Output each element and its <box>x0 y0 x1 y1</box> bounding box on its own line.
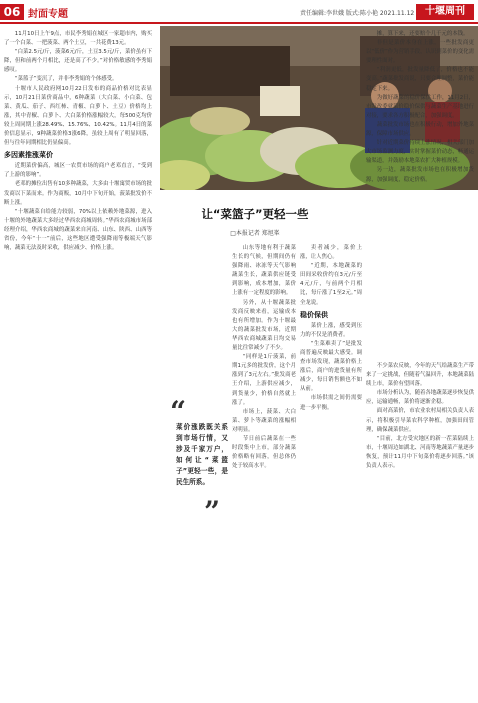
paragraph: 老邓的摊位出售有10多种蔬菜，大多由十堰寓贸市场的批发商以下菜而来。作为商贩，10月中下旬开始，菠菜批发价不断上涨。 <box>4 181 152 206</box>
article-column-1 <box>4 30 152 698</box>
header-rule <box>0 22 478 24</box>
paragraph: 不少菜农反映，今年的天气给蔬菜生产带来了一定挑战，但随着气温回升，本地蔬菜陆续上市，菜价有望回落。 <box>366 363 474 388</box>
article-column-4 <box>366 30 474 360</box>
paragraph: “目前，北方受灾地区的新一茬菜陆续上市，十堰周边如湖北、河南等地蔬菜产量逐步恢复，预计11月中下旬菜价将逐步回落。”该负责人表示。 <box>366 435 474 470</box>
article-column-2 <box>232 244 296 698</box>
paragraph: 蔬菜批发市场也在积极行动，增加外地菜源，保障市场供应。 <box>366 121 474 138</box>
close-quote-icon: ” <box>204 495 221 528</box>
paragraph: “十堰蔬菜自给能力较弱，70%以上依赖外地菜源，进入十堰的外地蔬菜大多经过华西农商城周转。”华西农商城市场部经理介绍，华西农商城的蔬菜来自河南、山东、陕西、山西等省份，今年“十一”前后，这些地区遭受强降雨等极端天气影响，蔬菜无法及时采收，供应减少、价格上涨。 <box>4 208 152 252</box>
open-quote-icon: “ <box>170 395 187 428</box>
pull-quote-text: 菜价涨跌既关系到市场行情，又涉及千家万户，如何让“菜篮子”更轻一些，是民生所系。 <box>176 423 228 486</box>
paragraph: 非但是菜价本身在上涨，一些批发商更以“低价”作为营销手段，认识到菜价的变化需要理性面对。 <box>366 40 474 65</box>
paragraph: 为做好蔬菜的稳价保供工作，11月2日，市发改委就菜价稳价保供与蔬菜生产基地进行对接，要求各方积极配合，加强调度。 <box>366 94 474 119</box>
article-byline: □本报记者 郑旭峯 <box>230 230 280 237</box>
paragraph: 菜价上涨，感受到压力的不仅是消费者。 <box>300 322 362 338</box>
paragraph: 面对高菜价，市农业农村局相关负责人表示，将积极引导菜农科学种植，加强田间管理，确保蔬菜供应。 <box>366 408 474 433</box>
paragraph: “白菜2.5元/斤，菠菜6元/斤，土豆3.5元/斤，菜价虽有下降，但和前两个月相比，还是高了不少。”对价格敏感的李秀娟感叹。 <box>4 49 152 74</box>
article-column-5 <box>366 362 474 698</box>
section-title: 封面专题 <box>28 9 68 20</box>
paragraph: 市场上，菠菜、大白菜、萝卜等蔬菜的涨幅相对明显。 <box>232 408 296 433</box>
subheading-stabilize-supply: 稳价保供 <box>300 310 328 319</box>
paragraph: “生菜难卖了”是批发商普遍反映最大感受。调查市场发现，蔬菜价格上涨后，商户的进货量有所减少，每日销售额也不如从前。 <box>300 340 362 393</box>
paragraph: 摊，算下来，还要赔个几千元的本钱。 <box>376 31 469 37</box>
page-number: 06 <box>0 4 24 20</box>
paragraph: 卖者减少，菜价上涨，让人焦心。 <box>300 245 362 261</box>
paragraph: 节日前后蔬菜在一些时段集中上市，部分蔬菜价格略有回落，但总体仍处于较高水平。 <box>232 435 296 470</box>
page-header <box>0 0 478 22</box>
article-headline: 让“菜篮子”更轻一些 <box>201 207 309 221</box>
paragraph: “菜篮子”变沉了，并非李秀娟的个体感受。 <box>14 76 118 83</box>
paragraph: “同样是1斤菠菜，前期1元多的批发价，这个月涨到了3元左右。”批发商老王介绍，上游供应减少，到货量少，价格自然就上涨了。 <box>232 354 296 406</box>
pull-quote <box>170 395 230 528</box>
paragraph: 十堰市人民政府网10月22日发布的商品价格对比表显示，10月21日菜价商品中，6种蔬菜（大白菜、小白菜、包菜、黄瓜、茄子、西红柿、青椒、白萝卜、土豆）价格均上涨，其中青椒、白萝卜、大白菜价格涨幅较大，每500克均价较上周同期上涨28.49%、15.76%、10.42%。11月4日的菜价信息显示，9种蔬菜价格3涨6降，虽较上周有了明显回落，但与往年同期相比仍显偏高。 <box>4 85 152 147</box>
paragraph: “近期，本地蔬菜的田间采收价约在3元/斤至4元/斤，与前两个月相比，每斤涨了1至2元。”周全龙说。 <box>300 263 362 306</box>
newspaper-brand: 十堰周刊 <box>416 4 474 20</box>
paragraph: 山东等地有利于蔬菜生长的气候，但期间仍有强降雨、冰冻等天气影响蔬菜生长，蔬菜供应链受到影响，成本增加，菜价上涨有一定程度的影响。 <box>232 245 296 297</box>
paragraph: 针对近期菜价持续上涨情况，相关部门加大市场监测力度，实时掌握菜价动态，畅通运输渠道，并鼓励本地菜农扩大种植规模。 <box>366 140 474 165</box>
paragraph: 另一边，蔬菜批发市场也在积极增加货源，加强调度，稳定价格。 <box>366 167 474 183</box>
article-column-3 <box>300 244 362 698</box>
paragraph: 11月10日上午9点，市民李秀娟在城区一家超市内，购买了一个白菜、一把菠菜、两个土豆，一共花费13元。 <box>4 31 152 47</box>
paragraph: “利润更低，批发量降低了，价格也不能变高。”蔬菜批发商说，只要合理调整，菜价能稳定下来。 <box>366 67 474 92</box>
paragraph: 近期菜价偏高，城区一农贸市场的商户老邓直言，“受到了上游的影响”。 <box>4 163 152 179</box>
paragraph: 市场供需之间仍需要进一步平衡。 <box>300 395 362 411</box>
subheading-price-factors: 多因素推涨菜价 <box>4 151 53 160</box>
paragraph: 市场分析认为，随着各地蔬菜逐步恢复供应，运输通畅，菜价将逐渐企稳。 <box>366 390 474 406</box>
editor-meta: 责任编辑:李世娥 版式:陈小艳 2021.11.12 <box>300 10 415 17</box>
paragraph: 另外，从十堰蔬菜批发商反映来看，运输成本也有所增加。作为十堰最大的蔬菜批发市场，近期华西农商城蔬菜日均交易量比往常减少了不少。 <box>232 299 296 352</box>
